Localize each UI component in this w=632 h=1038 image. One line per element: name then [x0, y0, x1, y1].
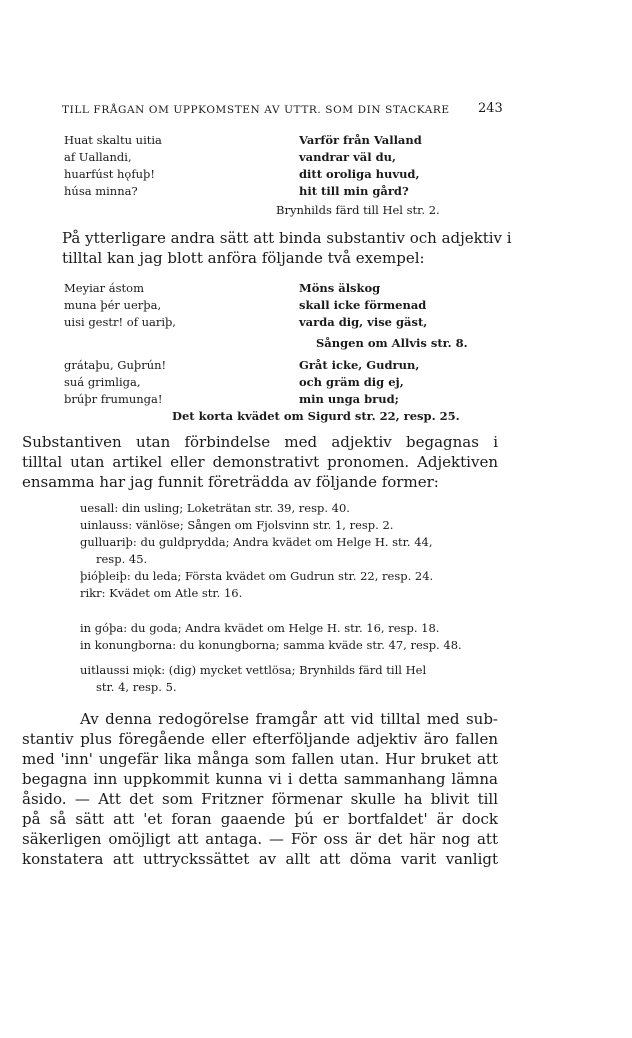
list-item: in konungborna: du konungborna; samma kväde str. 47, resp. 48. — [80, 638, 462, 652]
verse3-translation — [299, 357, 419, 408]
verse3-source: Det korta kvädet om Sigurd str. 22, resp. 25. — [172, 409, 460, 423]
text-line: stantiv plus föregående eller efterföljande adjektiv äro fallen — [22, 730, 498, 748]
text-line: Substantiven utan förbindelse med adjektiv begagnas i — [22, 433, 498, 451]
list-item: rikr: Kvädet om Atle str. 16. — [80, 586, 243, 600]
text-line: ensamma har jag funnit företrädda av följande former: — [22, 473, 439, 491]
list-item: uitlaussi miǫk: (dig) mycket vettlösa; Brynhilds färd till Hel — [80, 663, 427, 677]
list-item: gulluariþ: du guldprydda; Andra kvädet om Helge H. str. 44, — [80, 535, 433, 549]
verse-line: Meyiar ástom — [64, 281, 144, 295]
list-item: str. 4, resp. 5. — [96, 680, 177, 694]
examples-list-2 — [80, 620, 462, 654]
verse-line: varda dig, vise gäst, — [299, 315, 428, 329]
text-line: Av denna redogörelse framgår att vid tilltal med sub- — [80, 710, 498, 728]
verse-line: húsa minna? — [64, 184, 138, 198]
text-line: begagna inn uppkommit kunna vi i detta sammanhang lämna — [22, 770, 498, 788]
verse1-translation — [299, 132, 422, 200]
verse-line: Varför från Valland — [299, 133, 422, 147]
paragraph-1 — [62, 228, 512, 268]
verse1-original — [64, 132, 162, 200]
examples-list-1 — [80, 500, 433, 602]
verse-line: skall icke förmenad — [299, 298, 427, 312]
verse-line: Gråt icke, Gudrun, — [299, 358, 420, 372]
verse1-source: Brynhilds färd till Hel str. 2. — [276, 203, 440, 217]
verse-line: ditt oroliga huvud, — [299, 167, 420, 181]
list-item: uesall: din usling; Loketrätan str. 39, resp. 40. — [80, 501, 350, 515]
verse2-source: Sången om Allvis str. 8. — [316, 336, 468, 350]
text-line: konstatera att uttryckssättet av allt att döma varit vanligt — [22, 850, 498, 868]
verse2-original — [64, 280, 176, 331]
text-line: tilltal utan artikel eller demonstrativt pronomen. Adjektiven — [22, 453, 498, 471]
list-item: uinlauss: vänlöse; Sången om Fjolsvinn str. 1, resp. 2. — [80, 518, 394, 532]
text-line: säkerligen omöjligt att antaga. — För oss är det här nog att — [22, 830, 498, 848]
verse-line: hit till min gård? — [299, 184, 409, 198]
text-line: på så sätt att 'et foran gaaende þú er bortfaldet' är dock — [22, 810, 498, 828]
text-line: På ytterligare andra sätt att binda substantiv och adjektiv i — [62, 229, 512, 247]
verse-line: vandrar väl du, — [299, 150, 397, 164]
paragraph-3 — [22, 709, 498, 869]
running-title: TILL FRÅGAN OM UPPKOMSTEN AV UTTR. SOM DIN STACKARE — [62, 104, 450, 116]
list-item: resp. 45. — [96, 552, 148, 566]
verse-line: min unga brud; — [299, 392, 399, 406]
verse-line: af Uallandi, — [64, 150, 132, 164]
verse-line: Möns älskog — [299, 281, 381, 295]
list-item: þióþleiþ: du leda; Första kvädet om Gudrun str. 22, resp. 24. — [80, 569, 434, 583]
page-number: 243 — [478, 101, 503, 116]
paragraph-2 — [22, 432, 498, 492]
verse-line: huarfúst hǫfuþ! — [64, 167, 155, 181]
verse-line: och gräm dig ej, — [299, 375, 404, 389]
verse2-translation — [299, 280, 427, 331]
text-line: med 'inn' ungefär lika många som fallen utan. Hur bruket att — [22, 750, 498, 768]
text-line: åsido. — Att det som Fritzner förmenar skulle ha blivit till — [22, 790, 498, 808]
verse-line: Huat skaltu uitia — [64, 133, 162, 147]
verse-line: uisi gestr! of uariþ, — [64, 315, 176, 329]
verse3-original — [64, 357, 166, 408]
verse-line: muna þér uerþa, — [64, 298, 162, 312]
examples-list-3 — [80, 662, 426, 696]
text-line: tilltal kan jag blott anföra följande två exempel: — [62, 249, 425, 267]
list-item: in góþa: du goda; Andra kvädet om Helge H. str. 16, resp. 18. — [80, 621, 440, 635]
verse-line: suá grimliga, — [64, 375, 141, 389]
verse-line: grátaþu, Guþrún! — [64, 358, 167, 372]
verse-line: brúþr frumunga! — [64, 392, 163, 406]
